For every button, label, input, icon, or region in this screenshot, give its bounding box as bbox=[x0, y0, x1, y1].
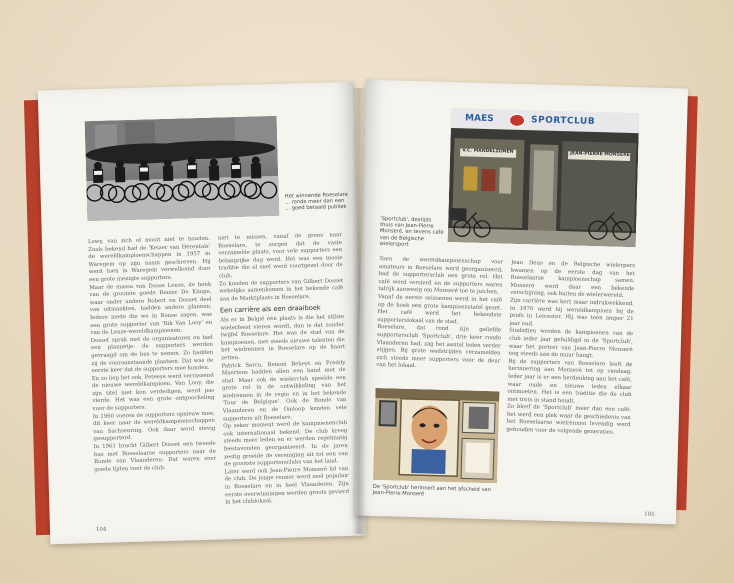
left-page-number: 104 bbox=[95, 526, 107, 534]
right-col2-paragraph: Jean Deus en de Belgische wielerpers kwamen op de eerste dag van het Roeselaarse kampioenschap samen. Monseré werd daar een bekende verschijning, ook buiten de wielerwereld. bbox=[510, 259, 636, 300]
right-page-column-2 bbox=[504, 260, 635, 503]
left-col2-paragraph: Later werd ook Jean-Pierre Monseré lid van de club. De jonge renner werd snel populair in Roeselare en in heel Vlaanderen. Zijn eerste overwinningen werden groots gevierd in het clublokaal. bbox=[224, 465, 350, 506]
right-col1-paragraph: Roeselare, dat rond zijn geliefde supportersclub 'Sportclub', drie keer ronde Vlaanderen had, zag het aantal leden verder stijgen. Bij grote wedstrijden verzamelden zich steeds meer supporters voor de deur van het lokaal. bbox=[376, 324, 502, 370]
sportclub-storefront-photo bbox=[448, 108, 640, 247]
interior-art bbox=[373, 388, 500, 483]
sportclub-sign: SPORTCLUB bbox=[530, 115, 596, 127]
sportclub-interior-photo bbox=[373, 388, 500, 483]
left-page-column-1 bbox=[88, 236, 218, 521]
storefront-photo-caption: 'Sportclub', destijds thuis van Jean-Pierre Monseré, en tevens café van de Belgische wielersport bbox=[379, 216, 444, 248]
right-page bbox=[354, 80, 688, 525]
left-page bbox=[38, 82, 367, 545]
right-col2-paragraph: Zijn carrière was kort maar indrukwekkend. In 1970 werd hij wereldkampioen bij de profs in Leicester. Hij was toen amper 21 jaar oud. bbox=[509, 297, 635, 328]
section-heading: Een carrière als een draaiboek bbox=[219, 304, 321, 315]
cyclists-photo bbox=[85, 116, 280, 221]
maes-sign: MAES bbox=[464, 113, 494, 125]
left-col2-paragraph: Zo konden de supporters van Gilbert Dosset wekelijks samenkomen in het bekende café aan de Marktplaats in Roeselare. bbox=[219, 277, 344, 303]
storefront-art bbox=[448, 108, 640, 247]
left-col2-paragraph: Op zeker moment werd de kampioenenclub ook internationaal bekend. De club kreeg steeds meer leden en er werden regelmatig feestavonden georganiseerd. In de jaren zestig groeide de vereniging uit tot een van de grootste supportersclubs van het land. bbox=[223, 420, 349, 468]
right-col2-paragraph: Zo bleef de 'Sportclub' meer dan een café: het werd een plek waar de geschiedenis van het Roeselaarse wielrennen levendig werd gehouden voor de volgende generaties. bbox=[506, 403, 632, 436]
right-col2-paragraph: Sindsdien worden de kampioenen van de club ieder jaar gehuldigd in de 'Sportclub', waar het portret van Jean-Pierre Monseré nog steeds aan de muur hangt. bbox=[508, 328, 634, 360]
cyclists-photo-caption: Het winnende Roeselare ... ronde meer dan een ... goed betaald publiek bbox=[284, 191, 348, 213]
cyclists-photo-art bbox=[85, 116, 280, 221]
window-sign-left: V.C. MANDELZONEN bbox=[462, 148, 514, 155]
right-col2-paragraph: Bij de supporters van Roeselare leeft de herinnering aan Monseré tot op vandaag. Ieder jaar is er een herdenking aan het café, waar oude en nieuwe leden elkaar ontmoeten. Het is een traditie die de club met trots in stand houdt. bbox=[507, 358, 633, 405]
left-col1-paragraph: Maar de massa van Dosse Lenze, de benk van de grootste goede Renier De Kimpe, waar onder andere Robert en Dosset deel van uitmaakten, hadden andere plannen. Iedere mede die we in Ronse zagen, was een grote supporter van 'Rik Van Looy' en van de Lenze-wereldkampioenen. bbox=[89, 281, 213, 337]
left-col1-paragraph: Lowy, van zich of mooit niet te houden. Zoals bekend had de 'Keizer van Herentals' de wereldkampioenschappen in 1957 in Waregem op zijn naam geschreven. Hij werd toen in Waregem verwelkomd door een grote menigte supporters. bbox=[87, 235, 211, 284]
left-col2-paragraph: niet te missen, vanaf de grens naar Roeselare, te zorgen dat de vaste verzamelde plaats, voor vele supporters een belangrijke dag werd. Het was een mooie traditie die al snel werd voortgezet door de club. bbox=[217, 232, 343, 280]
interior-photo-caption: De 'Sportclub' herinnert aan het afscheid van Jean-Pierre Monseré bbox=[372, 483, 492, 498]
right-page-column-1 bbox=[376, 256, 504, 387]
left-col2-paragraph: Patrick Sercu, Benoni Beheyt en Freddy Maertens hadden allen een band met de stad. Maar ook de wielerclub speelde een grote rol in de ontwikkeling van het wielrennen in de regio en in het bekende 'Tour de Belgique'. Ook de Ronde van Vlaanderen en de Omloop kenden vele supporters uit Roeselare. bbox=[221, 359, 347, 423]
right-page-number: 105 bbox=[644, 511, 655, 518]
left-col1-paragraph: In 1960 voeren de supporters opnieuw mee, dit keer naar de wereldkampioenschappen van Sachsenring. Ook daar werd stevig gesupporterd. bbox=[92, 410, 216, 443]
right-col1-paragraph: Toen de wereldkampioenschap voor amateurs in Roeselare werd georganiseerd, had de supportersclub een grote rol. Het café werd versierd en de supporters waren talrijk aanwezig om Monseré toe te juichen. bbox=[378, 256, 504, 296]
left-page-column-2 bbox=[218, 232, 350, 517]
left-col1-paragraph: In 1961 bracht Gilbert Dosset een tweede bus met Roeselaarse supporters naar de Ronde van Vlaanderen. Dat waren zeer goede tijden voor de club. bbox=[93, 440, 217, 473]
left-col1-paragraph: En zo liep het ook. Peteeye werd verrassend de nieuwe wereldkampioen. Van Looy, die zijn titel niet kon verdedigen, werd pas vierde. Het was een grote ontgoocheling voor de supporters. bbox=[91, 372, 215, 413]
book-spine-shadow bbox=[352, 88, 366, 534]
left-col1-paragraph: Dosset sprak met de organisatoren en had een plannetje: de supporters werden gevraagd om de bus te nemen. Zo hadden zij de vooraanstaande plaatsen. Dat was de eerste keer dat de supporters mee konden. bbox=[90, 334, 214, 375]
right-col1-paragraph: Vanaf de eerste seizoenen werd in het café op de hoek een grote kampioenstafel gezet. Het café werd het bekendste supporterslokaal van de stad. bbox=[377, 293, 503, 326]
left-col2-paragraph: Als er in België één plaats is die het stilste wielerfeest vieren wordt, dan is dat zonder twijfel Roeselare. Het was de stad van de kampioenen, met steeds nieuwe talenten die het wielrennen in Roeselare op de kaart zetten. bbox=[220, 313, 346, 362]
window-sign-right: JEAN-PIERRE MONSERE bbox=[570, 151, 630, 158]
